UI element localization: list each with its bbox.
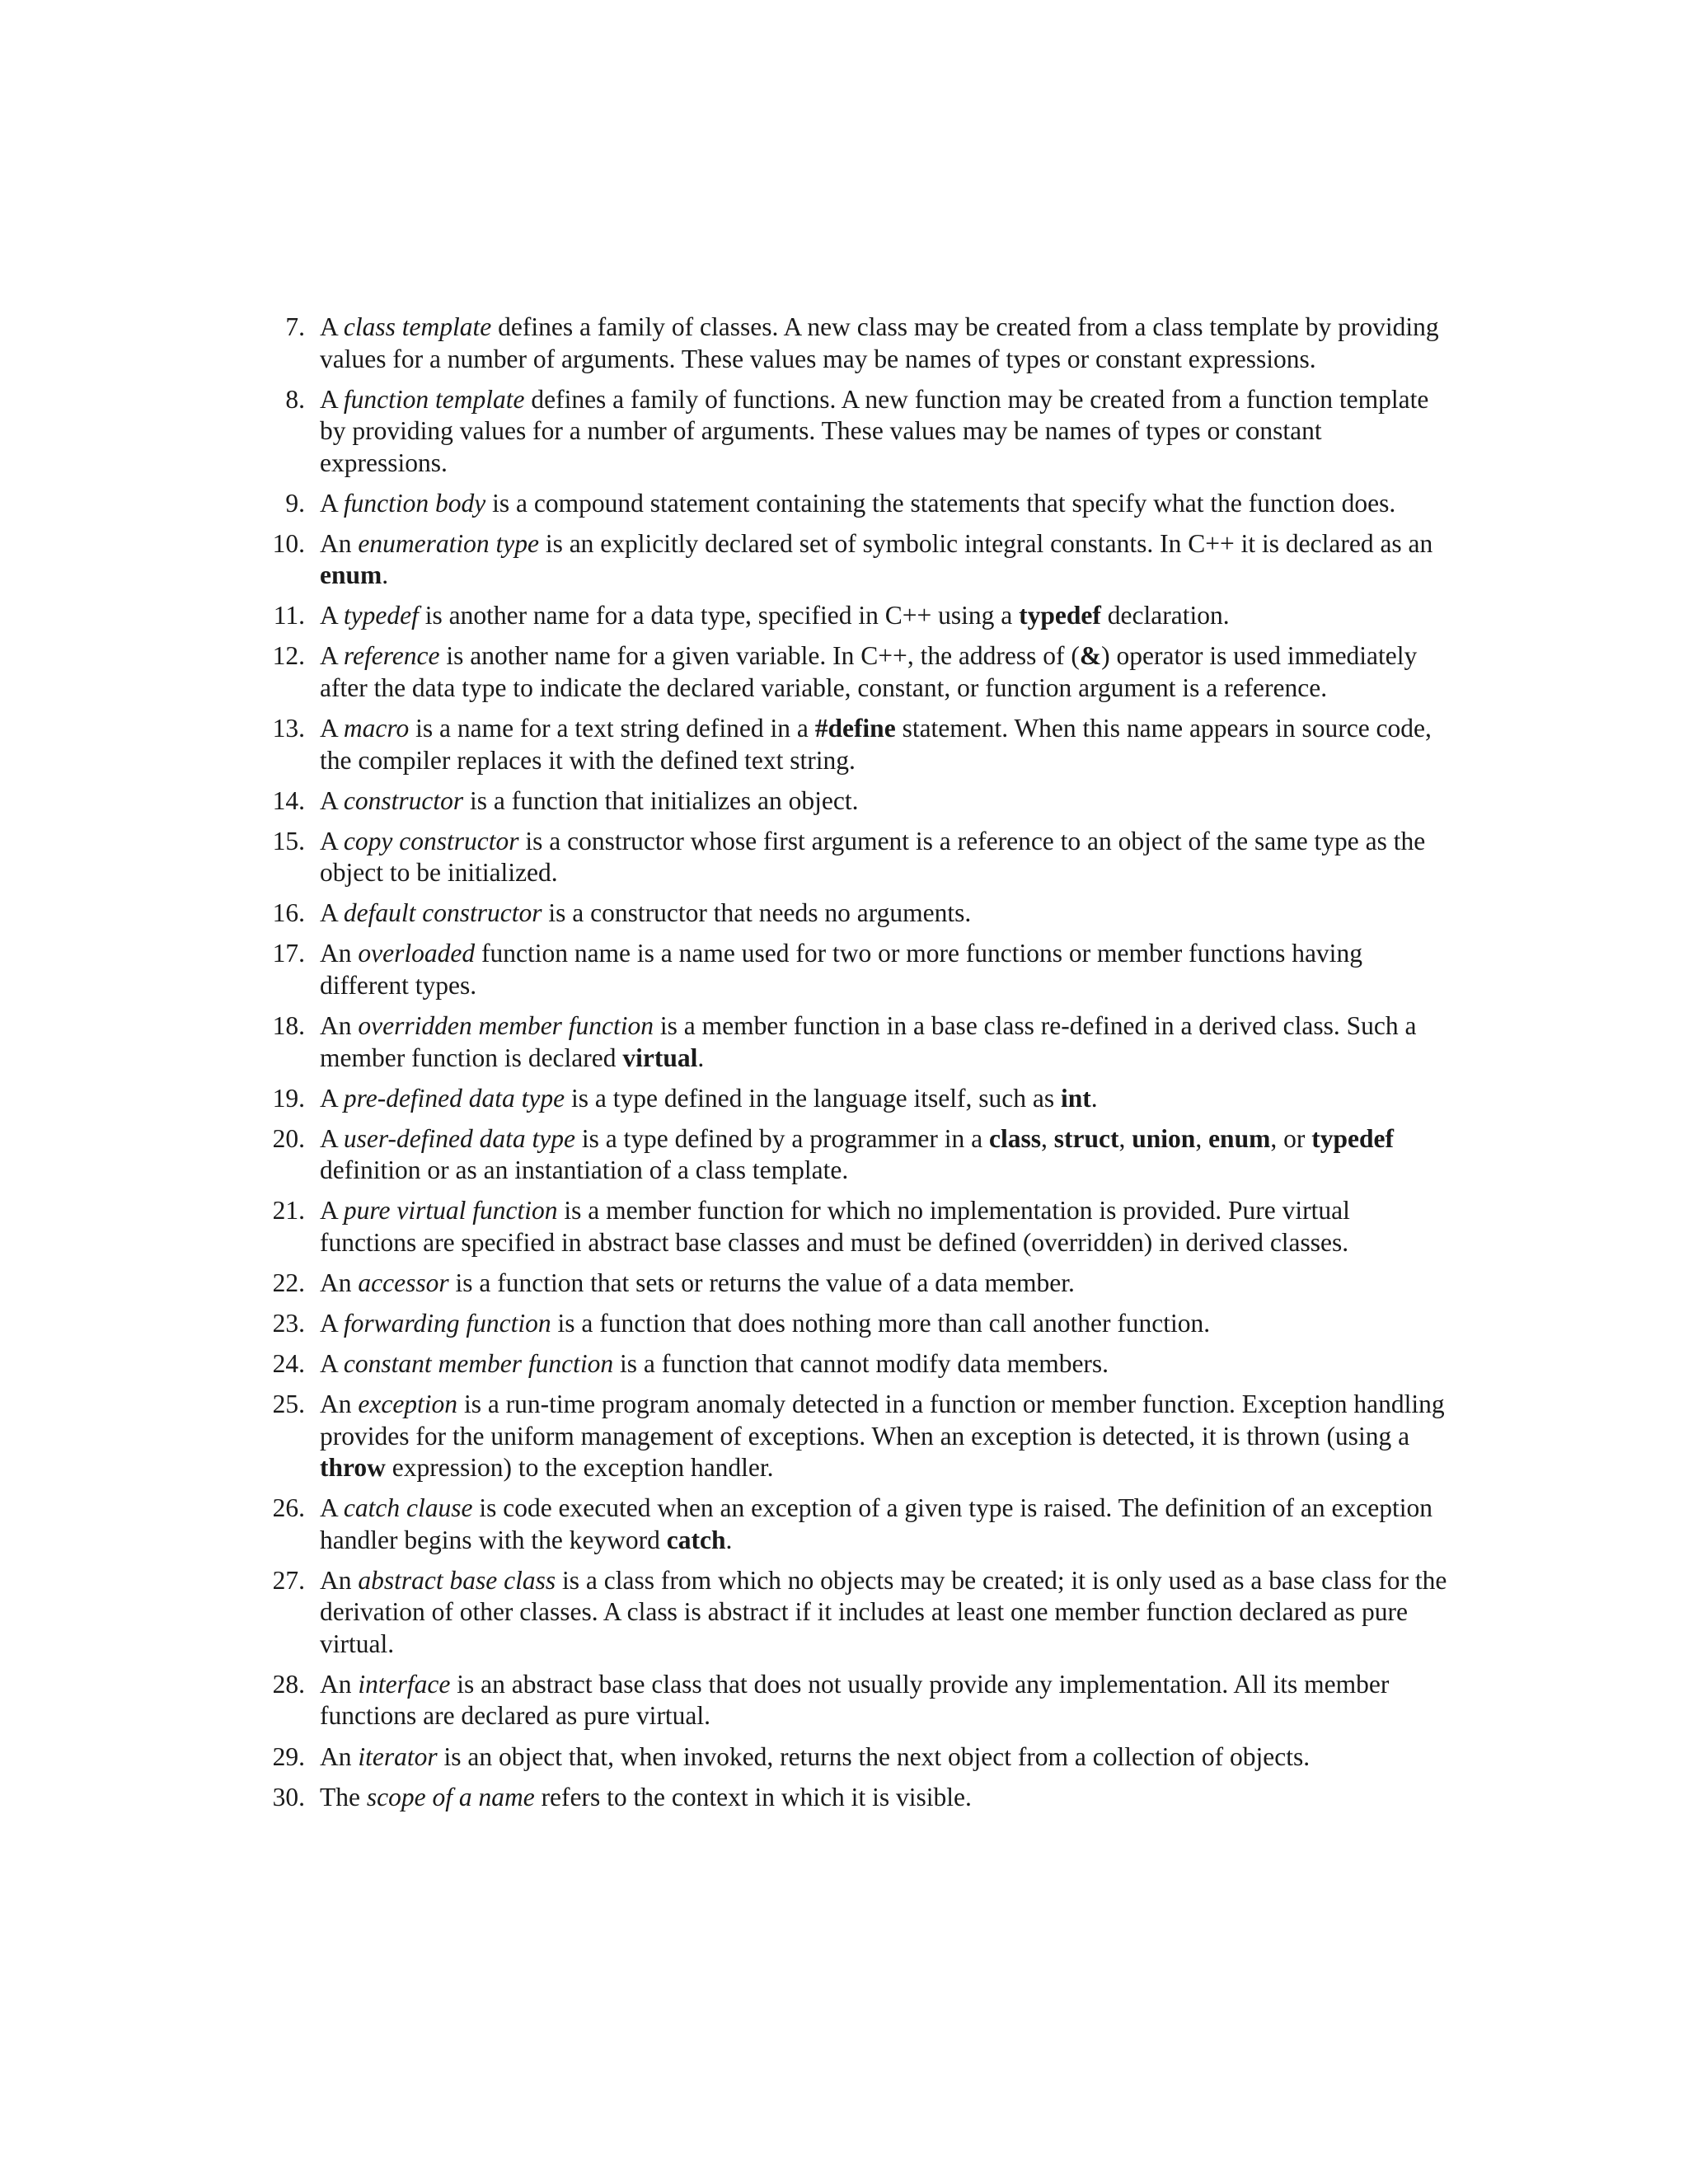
keyword: #define xyxy=(814,714,896,743)
definition-item xyxy=(265,600,1452,632)
definition-item xyxy=(265,1308,1452,1340)
text-run: . xyxy=(1090,1083,1098,1113)
text-run: A xyxy=(320,1309,344,1338)
definition-item xyxy=(265,713,1452,776)
defined-term: constructor xyxy=(343,785,464,815)
definition-item xyxy=(265,640,1452,704)
text-run: is a type defined in the language itself, such as xyxy=(565,1083,1061,1113)
text-run: is a function that sets or returns the value of a data member. xyxy=(448,1268,1075,1297)
text-run: An xyxy=(320,1565,359,1595)
text-run: A xyxy=(320,488,344,518)
text-run: is a name for a text string defined in a xyxy=(409,714,815,743)
item-text xyxy=(320,1742,1310,1771)
definitions-list xyxy=(265,312,1452,1822)
defined-term: overloaded xyxy=(358,939,476,968)
text-run: is a run-time program anomaly detected in a function or member function. Exception handling provides for the uniform management of exceptions. When an exception is detected, it is thrown (using a xyxy=(320,1390,1445,1451)
keyword: union xyxy=(1132,1123,1196,1153)
definition-item xyxy=(265,1389,1452,1484)
defined-term: abstract base class xyxy=(358,1565,556,1595)
definition-item xyxy=(265,312,1452,375)
item-number: 19. xyxy=(272,1083,305,1113)
item-number: 29. xyxy=(272,1741,305,1771)
definition-item xyxy=(265,1565,1452,1661)
item-text xyxy=(320,1196,1350,1257)
text-run: is a function that does nothing more than call another function. xyxy=(551,1309,1211,1338)
text-run: A xyxy=(320,1493,344,1523)
item-number: 23. xyxy=(272,1309,305,1338)
item-number: 9. xyxy=(285,488,305,518)
item-number: 25. xyxy=(272,1390,305,1419)
defined-term: class template xyxy=(343,312,492,341)
keyword: & xyxy=(1079,641,1102,671)
definition-item xyxy=(265,1083,1452,1115)
defined-term: enumeration type xyxy=(358,528,539,558)
defined-term: macro xyxy=(343,714,410,743)
text-run: A xyxy=(320,601,344,630)
text-run: , xyxy=(1195,1123,1209,1153)
definition-item xyxy=(265,826,1452,889)
item-number: 26. xyxy=(272,1493,305,1523)
definition-item xyxy=(265,1669,1452,1732)
item-number: 13. xyxy=(272,714,305,743)
definition-item xyxy=(265,488,1452,520)
text-run: defines a family of functions. A new function may be created from a function template by providing values for a number of arguments. These values may be names of types or constant expressions. xyxy=(320,384,1429,477)
item-text xyxy=(320,529,1432,590)
definition-item xyxy=(265,1782,1452,1814)
item-text xyxy=(320,1309,1210,1338)
text-run: is a member function for which no implementation is provided. Pure virtual functions are specified in abstract base classes and must be defined (overridden) in derived classes. xyxy=(320,1196,1350,1257)
item-number: 30. xyxy=(272,1782,305,1811)
item-number: 7. xyxy=(285,312,305,341)
defined-term: exception xyxy=(358,1390,458,1419)
text-run: A xyxy=(320,384,344,414)
defined-term: user-defined data type xyxy=(343,1123,575,1153)
text-run: , or xyxy=(1270,1123,1312,1153)
definition-item xyxy=(265,1348,1452,1380)
defined-term: default constructor xyxy=(343,898,542,928)
text-run: is a type defined by a programmer in a xyxy=(574,1123,990,1153)
keyword: typedef xyxy=(1311,1123,1394,1153)
keyword: virtual xyxy=(622,1043,698,1072)
defined-term: function body xyxy=(343,488,486,518)
item-text xyxy=(320,1349,1109,1378)
keyword: catch xyxy=(666,1525,726,1554)
text-run: A xyxy=(320,1083,344,1113)
defined-term: interface xyxy=(358,1669,451,1699)
item-text xyxy=(320,489,1395,518)
item-number: 27. xyxy=(272,1565,305,1595)
keyword: enum xyxy=(320,560,382,590)
item-text xyxy=(320,1084,1098,1113)
text-run: declaration. xyxy=(1100,601,1230,630)
text-run: A xyxy=(320,826,344,855)
item-text xyxy=(320,385,1428,477)
text-run: A xyxy=(320,1349,344,1379)
item-number: 18. xyxy=(272,1011,305,1041)
text-run: is an explicitly declared set of symbolic integral constants. In C++ it is declared as an xyxy=(538,528,1433,558)
item-text xyxy=(320,312,1439,373)
text-run: An xyxy=(320,1669,359,1699)
text-run: refers to the context in which it is visible. xyxy=(534,1782,972,1811)
definition-item xyxy=(265,528,1452,592)
defined-term: iterator xyxy=(358,1741,438,1771)
defined-term: constant member function xyxy=(343,1349,614,1379)
text-run: , xyxy=(1118,1123,1132,1153)
defined-term: forwarding function xyxy=(343,1309,551,1338)
item-number: 10. xyxy=(272,528,305,558)
defined-term: catch clause xyxy=(343,1493,473,1523)
definition-item xyxy=(265,384,1452,480)
definition-item xyxy=(265,1493,1452,1556)
text-run: A xyxy=(320,785,344,815)
defined-term: reference xyxy=(343,641,440,671)
item-number: 21. xyxy=(272,1196,305,1226)
definition-item xyxy=(265,1010,1452,1074)
text-run: is a constructor whose first argument is a reference to an object of the same type as the object to be initialized. xyxy=(320,826,1426,888)
text-run: defines a family of classes. A new class may be created from a class template by providing values for a number of arguments. These values may be names of types or constant expressions. xyxy=(320,312,1439,373)
text-run: An xyxy=(320,1390,359,1419)
item-number: 15. xyxy=(272,826,305,855)
text-run: expression) to the exception handler. xyxy=(385,1453,774,1483)
keyword: throw xyxy=(320,1453,386,1483)
text-run: . xyxy=(382,560,389,590)
text-run: A xyxy=(320,1123,344,1153)
text-run: An xyxy=(320,1011,359,1041)
item-text xyxy=(320,641,1417,702)
definition-item xyxy=(265,785,1452,818)
text-run: is a member function in a base class re-defined in a derived class. Such a member function is declared xyxy=(320,1011,1417,1072)
item-number: 11. xyxy=(273,601,305,630)
defined-term: function template xyxy=(343,384,525,414)
defined-term: copy constructor xyxy=(343,826,519,855)
text-run: is another name for a data type, specified in C++ using a xyxy=(418,601,1020,630)
item-text xyxy=(320,1011,1416,1072)
item-text xyxy=(320,1390,1445,1482)
item-text xyxy=(320,1493,1432,1554)
keyword: class xyxy=(989,1123,1042,1153)
text-run: The xyxy=(320,1782,367,1811)
item-text xyxy=(320,786,859,815)
text-run: is code executed when an exception of a given type is raised. The definition of an exception handler begins with the keyword xyxy=(320,1493,1432,1554)
defined-term: scope of a name xyxy=(366,1782,535,1811)
definition-item xyxy=(265,1195,1452,1258)
item-number: 24. xyxy=(272,1349,305,1379)
item-number: 22. xyxy=(272,1268,305,1297)
text-run: is an abstract base class that does not usually provide any implementation. All its member functions are declared as pure virtual. xyxy=(320,1669,1390,1731)
item-text xyxy=(320,898,971,927)
definition-item xyxy=(265,1741,1452,1774)
text-run: A xyxy=(320,312,344,341)
text-run: is an object that, when invoked, returns the next object from a collection of objects. xyxy=(437,1741,1311,1771)
text-run: An xyxy=(320,1268,359,1297)
defined-term: typedef xyxy=(343,601,419,630)
item-number: 20. xyxy=(272,1123,305,1153)
defined-term: overridden member function xyxy=(358,1011,654,1041)
text-run: function name is a name used for two or more functions or member functions having different types. xyxy=(320,939,1362,1000)
item-text xyxy=(320,939,1362,1000)
keyword: typedef xyxy=(1019,601,1101,630)
item-number: 17. xyxy=(272,939,305,968)
item-text xyxy=(320,1268,1075,1297)
definition-item xyxy=(265,1123,1452,1187)
item-number: 14. xyxy=(272,785,305,815)
text-run: is a function that cannot modify data members. xyxy=(613,1349,1109,1379)
text-run: A xyxy=(320,898,344,928)
item-number: 16. xyxy=(272,898,305,928)
text-run: definition or as an instantiation of a class template. xyxy=(320,1155,849,1185)
item-text xyxy=(320,1670,1389,1731)
definition-item xyxy=(265,938,1452,1001)
item-text xyxy=(320,1783,972,1811)
keyword: int xyxy=(1060,1083,1091,1113)
text-run: ) operator is used immediately after the data type to indicate the declared variable, constant, or function argument is a reference. xyxy=(320,641,1418,702)
text-run: . xyxy=(697,1043,705,1072)
item-number: 28. xyxy=(272,1669,305,1699)
text-run: A xyxy=(320,641,344,671)
text-run: is another name for a given variable. In C++, the address of ( xyxy=(439,641,1080,671)
defined-term: pure virtual function xyxy=(343,1196,558,1226)
text-run: , xyxy=(1041,1123,1054,1153)
definition-item xyxy=(265,898,1452,930)
text-run: An xyxy=(320,1741,359,1771)
text-run: An xyxy=(320,528,359,558)
text-run: A xyxy=(320,714,344,743)
item-text xyxy=(320,1124,1394,1185)
text-run: is a function that initializes an object. xyxy=(463,785,859,815)
definition-item xyxy=(265,1268,1452,1300)
keyword: struct xyxy=(1053,1123,1119,1153)
defined-term: pre-defined data type xyxy=(343,1083,565,1113)
item-text xyxy=(320,1566,1447,1658)
item-text xyxy=(320,827,1425,888)
item-text xyxy=(320,714,1432,775)
keyword: enum xyxy=(1208,1123,1271,1153)
defined-term: accessor xyxy=(358,1268,449,1297)
item-text xyxy=(320,601,1230,630)
text-run: An xyxy=(320,939,359,968)
text-run: A xyxy=(320,1196,344,1226)
text-run: is a compound statement containing the statements that specify what the function does. xyxy=(485,488,1396,518)
text-run: is a class from which no objects may be created; it is only used as a base class for the derivation of other classes. A class is abstract if it includes at least one member function declared as pure virtual. xyxy=(320,1565,1447,1658)
text-run: statement. When this name appears in source code, the compiler replaces it with the defined text string. xyxy=(320,714,1432,775)
item-number: 12. xyxy=(272,641,305,671)
text-run: . xyxy=(725,1525,733,1554)
text-run: is a constructor that needs no arguments. xyxy=(542,898,972,928)
item-number: 8. xyxy=(285,384,305,414)
